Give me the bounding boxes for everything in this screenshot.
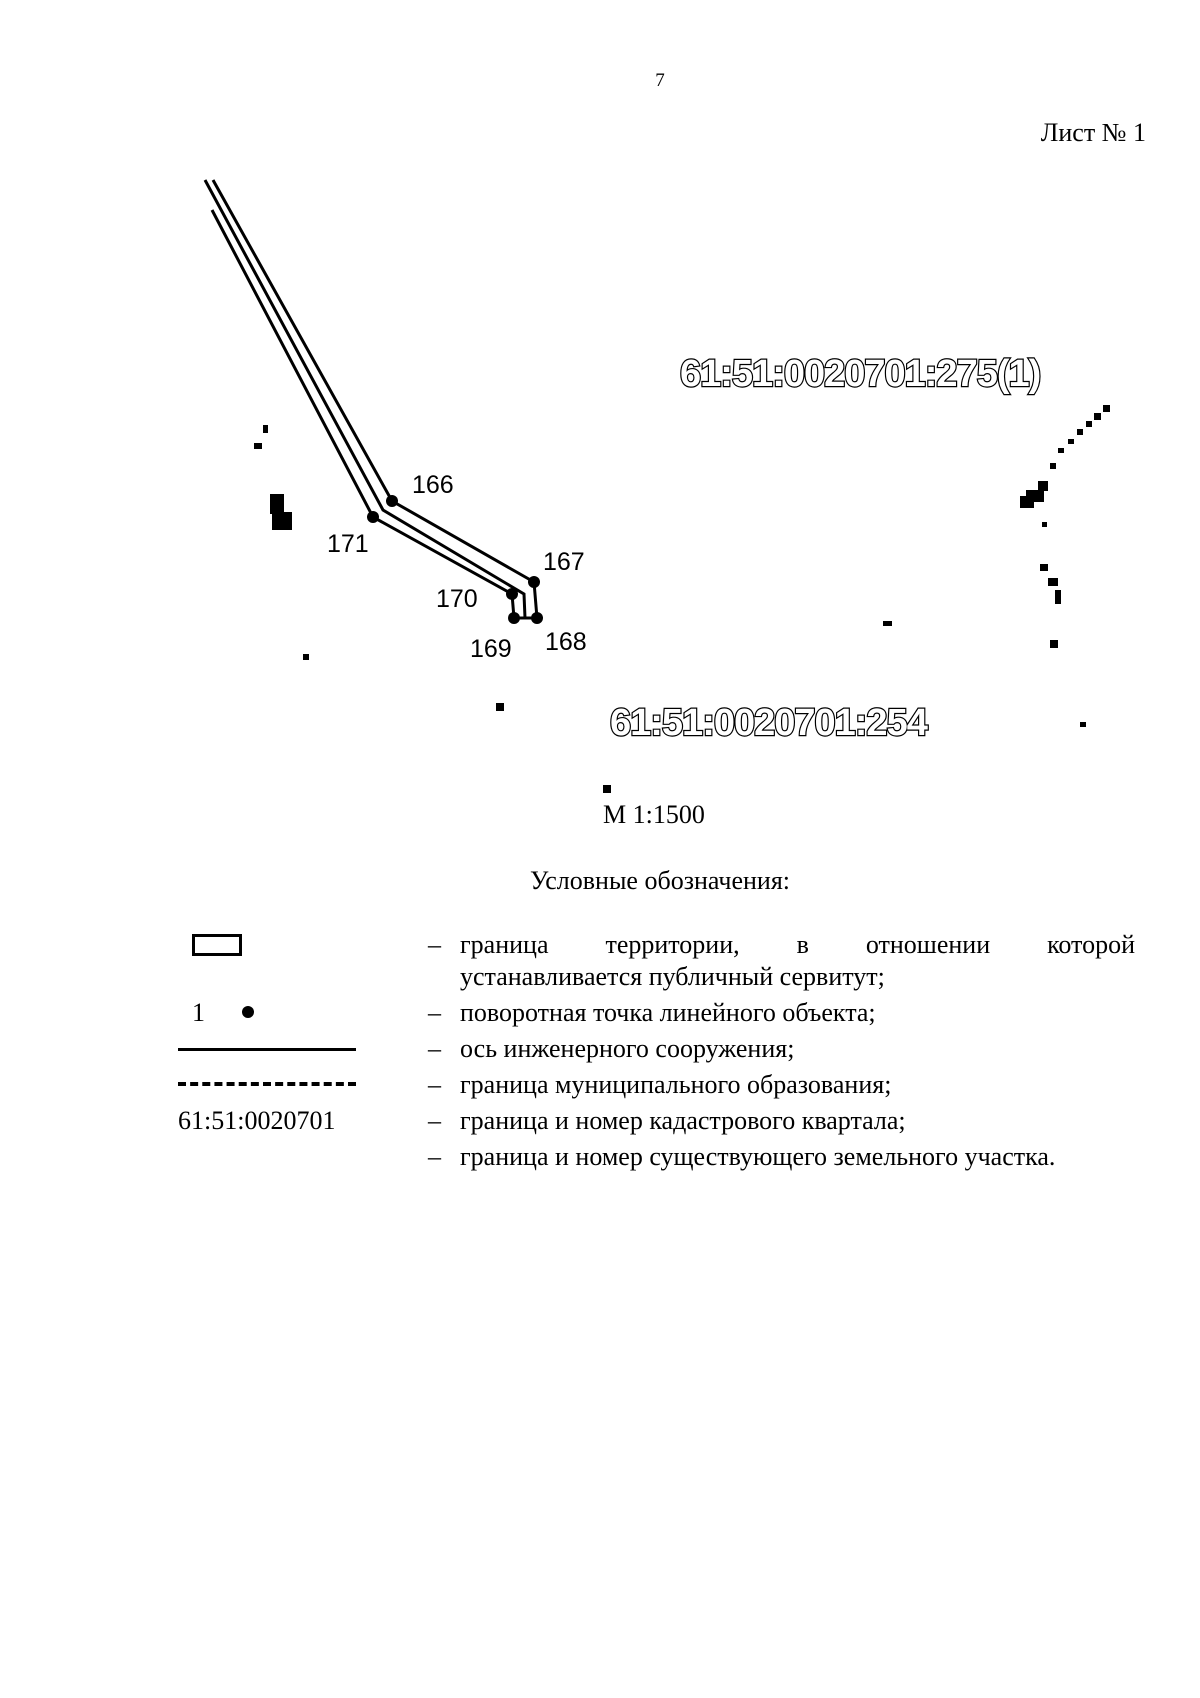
- rectangle-icon: [192, 934, 242, 956]
- legend-dash: –: [428, 1034, 441, 1063]
- point-label-169: 169: [470, 635, 512, 663]
- map-canvas: [0, 0, 1200, 800]
- sheet-label: Лист № 1: [1040, 118, 1146, 147]
- point-label-171: 171: [327, 530, 369, 558]
- point-label-168: 168: [545, 628, 587, 656]
- legend-text-4: граница муниципального образования;: [460, 1070, 892, 1099]
- map-scale: М 1:1500: [603, 800, 705, 829]
- servitude-boundary-outer: [212, 180, 537, 618]
- legend-quarter-number: 61:51:0020701: [178, 1106, 336, 1135]
- parcel-label-275: 61:51:0020701:275(1): [680, 353, 1041, 395]
- point-168: [531, 612, 543, 624]
- legend-dash: –: [428, 1106, 441, 1135]
- legend-text-3: ось инженерного сооружения;: [460, 1034, 795, 1063]
- point-166: [386, 495, 398, 507]
- parcel-label-254: 61:51:0020701:254: [610, 702, 927, 744]
- legend-dash: –: [428, 930, 441, 959]
- point-icon: [242, 1006, 254, 1018]
- point-label-166: 166: [412, 471, 454, 499]
- legend-dash: –: [428, 998, 441, 1027]
- legend-text-2: поворотная точка линейного объекта;: [460, 998, 876, 1027]
- dashed-line-icon: [178, 1082, 356, 1086]
- point-167: [528, 576, 540, 588]
- parcel-boundary-275: [1020, 405, 1110, 727]
- legend-title: Условные обозначения:: [529, 866, 791, 895]
- legend-text-1a: граница территории, в отношении которой: [460, 930, 1135, 959]
- legend-dash: –: [428, 1142, 441, 1171]
- legend-text-6: граница и номер существующего земельного участка.: [460, 1142, 1056, 1171]
- legend-text-1b: устанавливается публичный сервитут;: [460, 962, 885, 991]
- point-label-167: 167: [543, 548, 585, 576]
- legend-dash: –: [428, 1070, 441, 1099]
- point-170: [506, 588, 518, 600]
- legend-text-5: граница и номер кадастрового квартала;: [460, 1106, 906, 1135]
- solid-line-icon: [178, 1048, 356, 1051]
- point-169: [508, 612, 520, 624]
- legend-point-number: 1: [192, 998, 205, 1027]
- page-number: 7: [655, 70, 665, 91]
- legend-symbol-text: [178, 1106, 358, 1136]
- point-label-170: 170: [436, 585, 478, 613]
- point-171: [367, 511, 379, 523]
